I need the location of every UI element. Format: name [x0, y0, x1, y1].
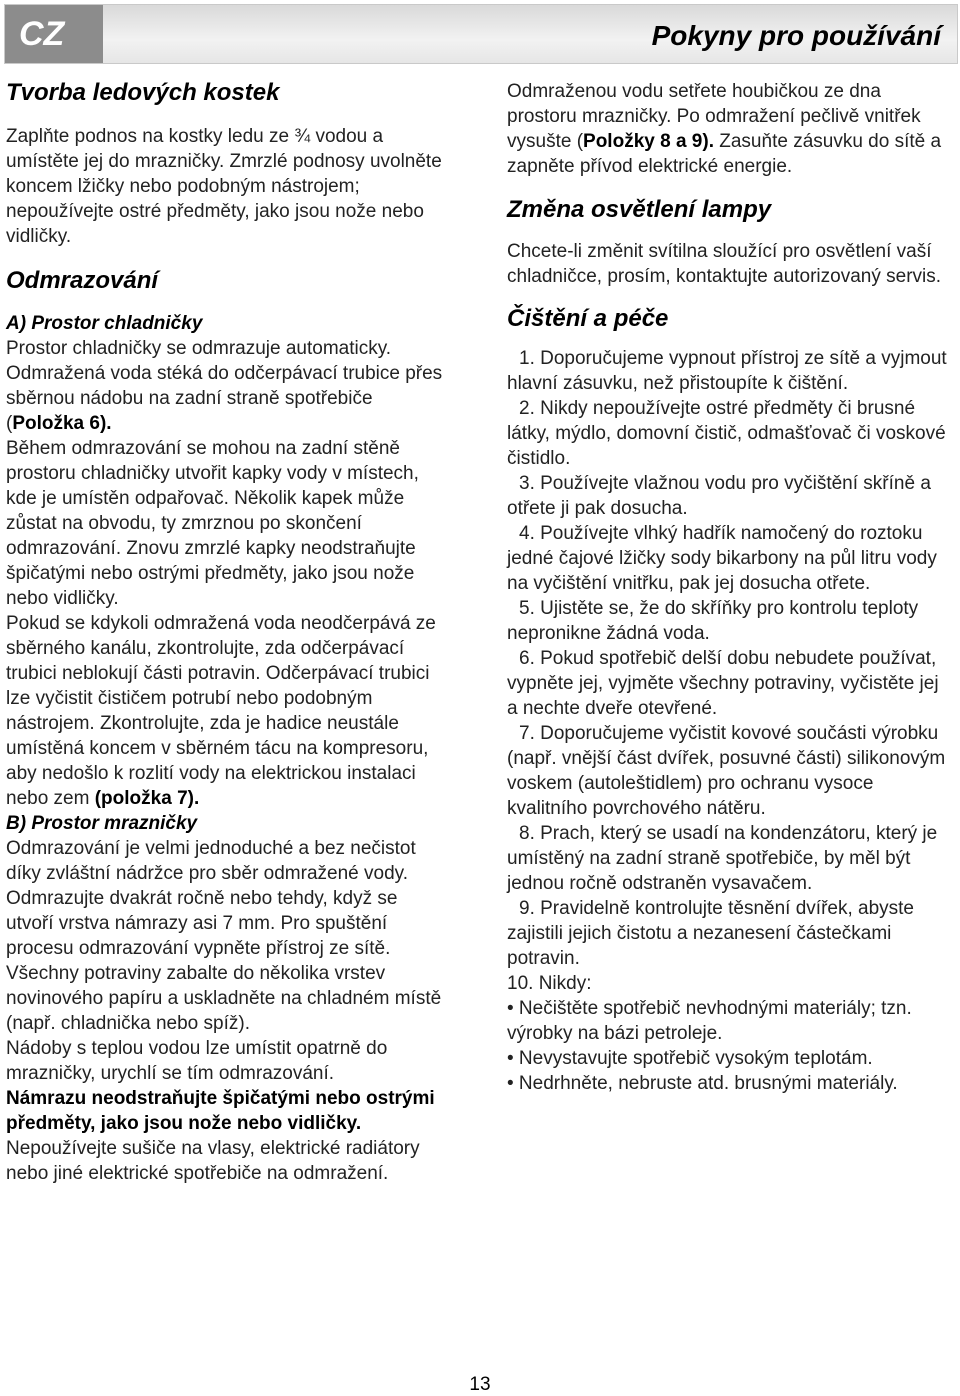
never-item: • Nečištěte spotřebič nevhodnými materiály; tzn. výrobky na bázi petroleje. [507, 998, 912, 1044]
fridge-subheading: A) Prostor chladničky [6, 313, 203, 334]
care-heading: Čištění a péče [507, 305, 669, 332]
language-label: CZ [5, 5, 103, 63]
freezer-paragraph-2: Odmrazujte dvakrát ročně nebo tehdy, když se utvoří vrstva námrazy asi 7 mm. Pro spuštění procesu odmrazování vypněte přístroj ze sítě. [6, 888, 398, 959]
left-column [6, 76, 450, 1186]
right-column [507, 76, 951, 1096]
list-item: 4. Používejte vlhký hadřík namočený do roztoku jedné čajové lžičky sody bikarbony na půl litru vody na vyčištění vnitřku, pak jej dosucha otřete. [507, 523, 937, 594]
defrost-continued-text-2: Zasuňte zásuvku do sítě a zapněte přívod elektrické energie. [507, 131, 942, 177]
list-item: 6. Pokud spotřebič delší dobu nebudete používat, vypněte jej, vyjměte všechny potraviny, vyčistěte jej a nechte dveře otevřené. [507, 648, 939, 719]
defrost-continued-text: Odmraženou vodu setřete houbičkou ze dna prostoru mrazničky. Po odmražení pečlivě vnitřek vysušte ( [507, 81, 921, 152]
never-label: 10. Nikdy: [507, 973, 592, 994]
fridge-p1-ref: Položka 6). [12, 413, 112, 434]
freezer-paragraph-4: Nádoby s teplou vodou lze umístit opatrně do mrazničky, urychlí se tím odmrazování. [6, 1038, 388, 1084]
fridge-p1-text: Prostor chladničky se odmrazuje automaticky. Odmražená voda stéká do odčerpávací trubice přes sběrnou nádobu na zadní straně spotřebiče ( [6, 338, 443, 434]
ice-cubes-heading: Tvorba ledových kostek [6, 79, 280, 106]
never-item: • Nevystavujte spotřebič vysokým teplotám. [507, 1048, 873, 1069]
list-item: 2. Nikdy nepoužívejte ostré předměty či brusné látky, mýdlo, domovní čistič, odmašťovač či voskové čistidlo. [507, 398, 946, 469]
list-item: 8. Prach, který se usadí na kondenzátoru, který je umístěný na zadní straně spotřebiče, by měl být jednou ročně odstraněn vysavačem. [507, 823, 938, 894]
list-item: 3. Používejte vlažnou vodu pro vyčištění skříně a otřete ji pak dosucha. [507, 473, 931, 519]
defrost-continued [507, 79, 951, 179]
lamp-heading: Změna osvětlení lampy [507, 196, 772, 223]
list-item: 1. Doporučujeme vypnout přístroj ze sítě a vyjmout hlavní zásuvku, než přistoupíte k čištění. [507, 348, 947, 394]
defrost-continued-ref: Položky 8 a 9). [583, 131, 714, 152]
fridge-paragraph-3 [6, 611, 450, 811]
page-number: 13 [469, 1374, 491, 1395]
fridge-paragraph-1 [6, 336, 450, 436]
freezer-paragraph-5: Nepoužívejte sušiče na vlasy, elektrické radiátory nebo jiné elektrické spotřebiče na odmražení. [6, 1138, 420, 1184]
never-item: • Nedrhněte, nebruste atd. brusnými materiály. [507, 1073, 898, 1094]
fridge-p3-text: Pokud se kdykoli odmražená voda neodčerpává ze sběrného kanálu, zkontrolujte, zda odčerpávací trubici neblokují části potravin. Odčerpávací trubici lze vyčistit čističem potrubí nebo podobným nástrojem. Zkontrolujte, zda je hadice neustále umístěná koncem v sběrném tácu na kompresoru, aby nedošlo k rozlití vody na elektrickou instalaci nebo zem [6, 613, 436, 809]
fridge-paragraph-2: Během odmrazování se mohou na zadní stěně prostoru chladničky utvořit kapky vody v místech, kde je umístěn odpařovač. Několik kapek může zůstat na obvodu, ty zmrznou po skončení odmrazování. Znovu zmrzlé kapky neodstraňujte špičatými nebo ostrými předměty, jako jsou nože nebo vidličky. [6, 438, 419, 609]
header-bar [4, 4, 958, 64]
page-title: Pokyny pro používání [651, 20, 941, 51]
fridge-p3-ref: (položka 7). [94, 788, 200, 809]
care-list [507, 346, 951, 971]
freezer-subheading: B) Prostor mrazničky [6, 813, 198, 834]
ice-cubes-text: Zaplňte podnos na kostky ledu ze ¾ vodou a umístěte jej do mrazničky. Zmrzlé podnosy uvolněte koncem lžičky nebo podobným nástrojem; nepoužívejte ostré předměty, jako jsou nože nebo vidličky. [6, 126, 442, 247]
list-item: 7. Doporučujeme vyčistit kovové součásti výrobku (např. vnější část dvířek, posuvné části) silikonovým voskem (autoleštidlem) pro ochranu vysoce kvalitního povrchového nátěru. [507, 723, 946, 819]
lamp-text: Chcete-li změnit svítilna sloužící pro osvětlení vaší chladničce, prosím, kontaktujte autorizovaný servis. [507, 241, 942, 287]
list-item: 9. Pravidelně kontrolujte těsnění dvířek, abyste zajistili jejich čistotu a nezanesení částečkami potravin. [507, 898, 915, 969]
freezer-paragraph-1: Odmrazování je velmi jednoduché a bez nečistot díky zvláštní nádržce pro sběr odmražené vody. [6, 838, 416, 884]
list-item: 5. Ujistěte se, že do skříňky pro kontrolu teploty nepronikne žádná voda. [507, 598, 919, 644]
freezer-warning: Námrazu neodstraňujte špičatými nebo ostrými předměty, jako jsou nože nebo vidličky. [6, 1088, 435, 1134]
defrosting-heading: Odmrazování [6, 267, 159, 294]
freezer-paragraph-3: Všechny potraviny zabalte do několika vrstev novinového papíru a uskladněte na chladném místě (např. chladnička nebo spíž). [6, 963, 442, 1034]
